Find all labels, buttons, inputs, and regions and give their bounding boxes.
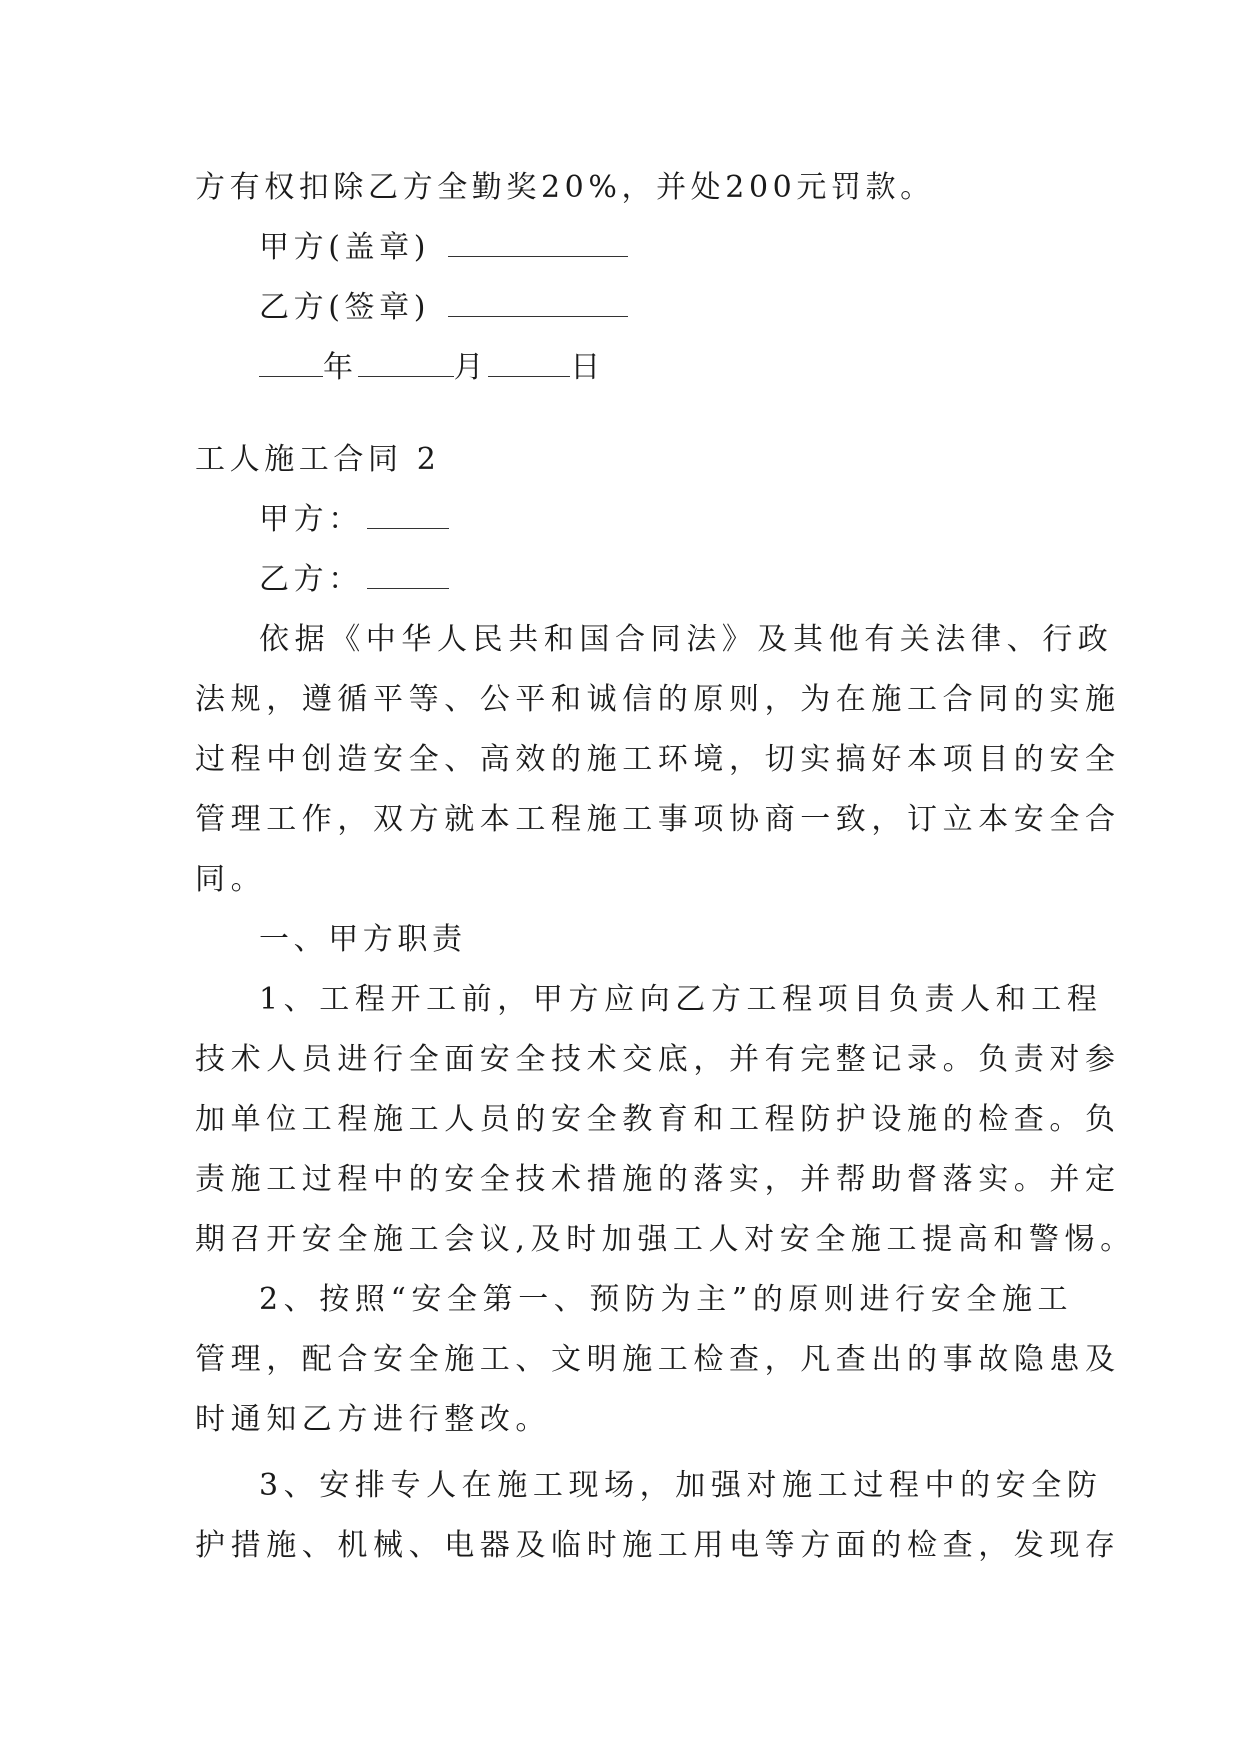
party-a-blank xyxy=(367,506,449,529)
party-b-sign-blank xyxy=(448,294,628,317)
date-day-blank xyxy=(488,354,570,377)
party-a-label: 甲方： xyxy=(259,502,363,537)
party-a-seal-blank xyxy=(448,234,628,257)
paragraph-line: 法规，遵循平等、公平和诚信的原则，为在施工合同的实施 xyxy=(195,682,1121,717)
party-a-line xyxy=(195,490,1055,550)
paragraph-line: 时通知乙方进行整改。 xyxy=(195,1402,551,1437)
contract-title: 工人施工合同 2 xyxy=(195,442,441,477)
paragraph-line: 管理工作，双方就本工程施工事项协商一致，订立本安全合 xyxy=(195,802,1121,837)
section-heading: 一、甲方职责 xyxy=(259,922,467,957)
paragraph-line: 护措施、机械、电器及临时施工用电等方面的检查，发现存 xyxy=(195,1528,1121,1563)
date-year-blank xyxy=(259,354,323,377)
party-b-label: 乙方： xyxy=(259,562,363,597)
paragraph-line: 依据《中华人民共和国合同法》及其他有关法律、行政 xyxy=(259,622,1114,657)
party-b-sign-label: 乙方(签章) xyxy=(259,290,431,325)
party-b-sign-line xyxy=(195,278,1055,338)
paragraph-line: 期召开安全施工会议,及时加强工人对安全施工提高和警惕。 xyxy=(195,1222,1136,1257)
date-year-label: 年 xyxy=(323,350,358,385)
party-a-seal-label: 甲方(盖章) xyxy=(259,230,431,265)
paragraph-line: 3、安排专人在施工现场，加强对施工过程中的安全防 xyxy=(259,1468,1103,1503)
paragraph-line: 责施工过程中的安全技术措施的落实，并帮助督落实。并定 xyxy=(195,1162,1121,1197)
document-page xyxy=(195,158,1136,1576)
intro-paragraph xyxy=(195,610,1121,910)
paragraph-line: 2、按照“安全第一、预防为主”的原则进行安全施工 xyxy=(259,1282,1074,1317)
date-month-blank xyxy=(358,354,454,377)
party-b-line xyxy=(195,550,1055,610)
date-month-label: 月 xyxy=(453,350,489,385)
item-2-paragraph xyxy=(195,1270,1121,1450)
date-day-label: 日 xyxy=(570,350,605,385)
item-1-paragraph xyxy=(195,970,1136,1270)
item-3-paragraph xyxy=(195,1456,1121,1576)
party-b-blank xyxy=(367,566,449,589)
paragraph-line: 管理，配合安全施工、文明施工检查，凡查出的事故隐患及 xyxy=(195,1342,1121,1377)
date-line xyxy=(195,338,1055,398)
paragraph-line: 过程中创造安全、高效的施工环境，切实搞好本项目的安全 xyxy=(195,742,1121,777)
paragraph-line: 同。 xyxy=(195,862,267,897)
paragraph-line: 加单位工程施工人员的安全教育和工程防护设施的检查。负 xyxy=(195,1102,1121,1137)
paragraph-line: 技术人员进行全面安全技术交底，并有完整记录。负责对参 xyxy=(195,1042,1121,1077)
party-a-seal-line xyxy=(195,218,1055,278)
paragraph-line: 1、工程开工前，甲方应向乙方工程项目负责人和工程 xyxy=(259,982,1103,1017)
penalty-clause-line: 方有权扣除乙方全勤奖20%，并处200元罚款。 xyxy=(195,170,935,205)
